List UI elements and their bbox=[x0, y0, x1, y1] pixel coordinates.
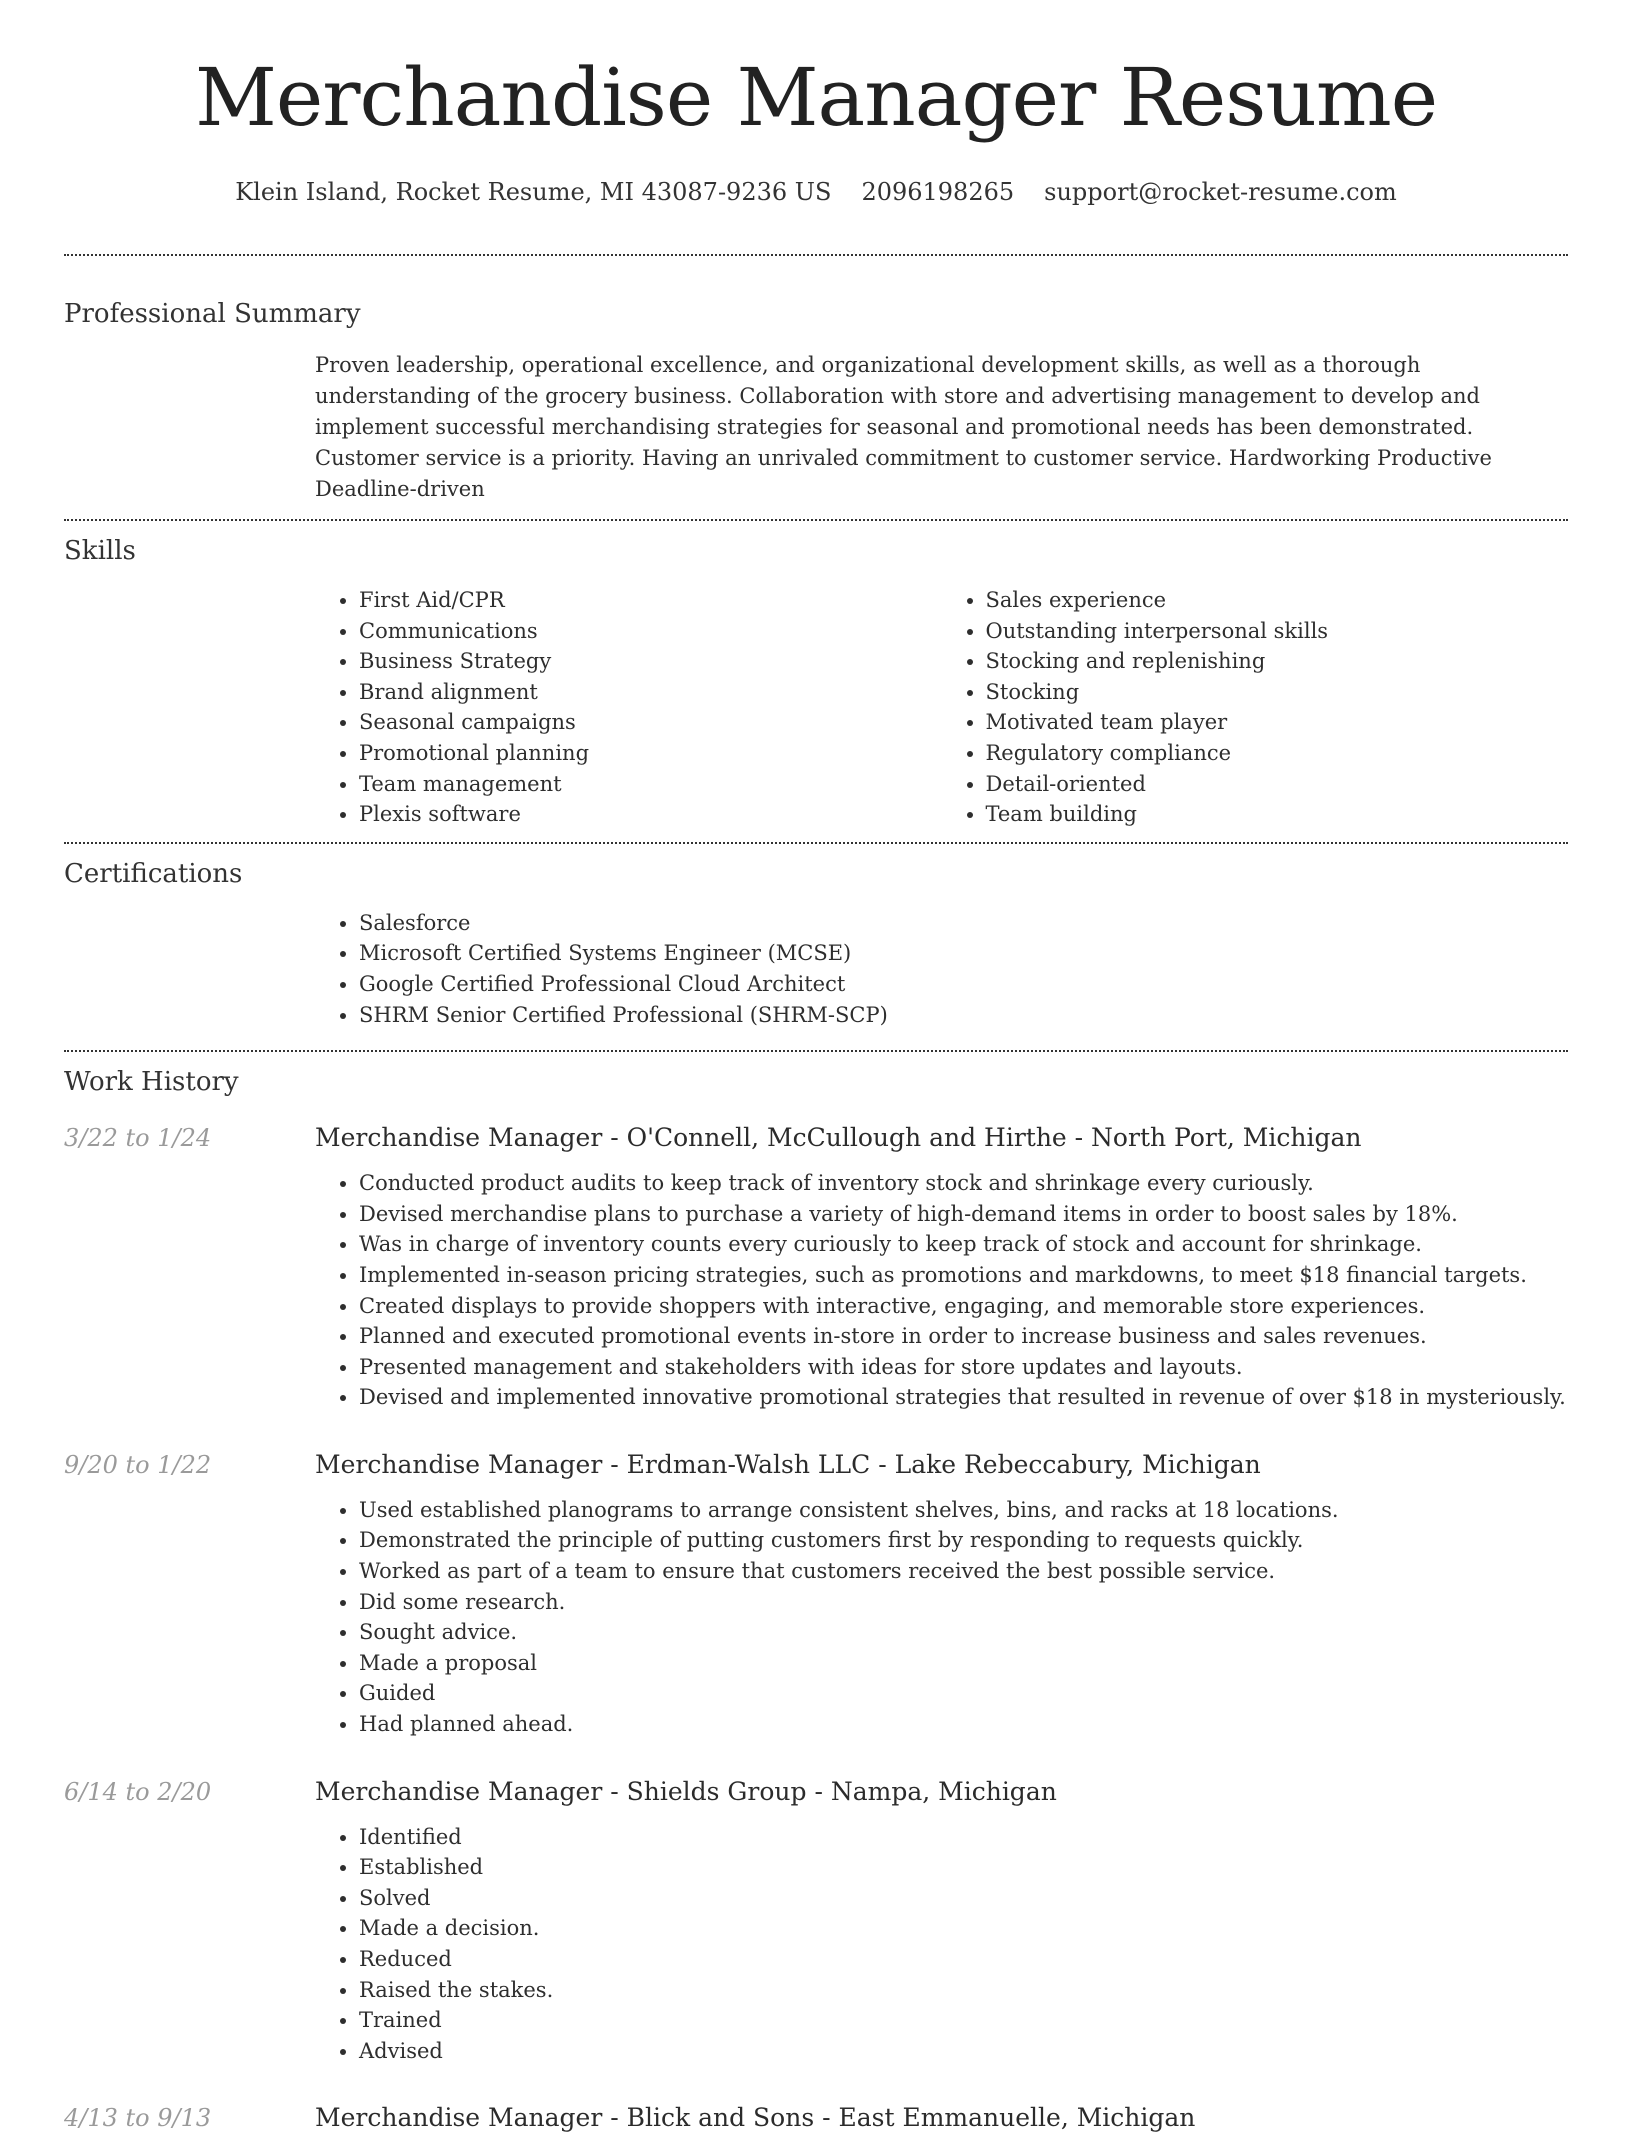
list-item: • Had planned ahead. bbox=[359, 1709, 1568, 1740]
job-title: Merchandise Manager - Shields Group - Nampa, Michigan bbox=[315, 1776, 1057, 1806]
list-item: • Made a decision. bbox=[359, 1913, 1568, 1944]
list-item: • Team building bbox=[986, 799, 1569, 830]
job-bullets bbox=[315, 1168, 1568, 1413]
list-item: • Sought advice. bbox=[359, 1617, 1568, 1648]
certifications-list bbox=[315, 908, 1568, 1030]
summary-text: Proven leadership, operational excellence, and organizational development skills, as well as a thorough understanding of the grocery business. Collaboration with store and advertising management to develop and implement successful merchandising strategies for seasonal and promotional needs has been demonstrated. Customer service is a priority. Having an unrivaled commitment to customer service. Hardworking Productive Deadline-driven bbox=[315, 353, 1492, 501]
job-title: Merchandise Manager - Erdman-Walsh LLC - Lake Rebeccabury, Michigan bbox=[315, 1449, 1261, 1479]
divider bbox=[64, 842, 1568, 844]
skills-column-left bbox=[315, 585, 942, 830]
address-text: Klein Island, Rocket Resume, MI 43087-9236 US bbox=[235, 178, 832, 206]
list-item: • Identified bbox=[359, 1822, 1568, 1853]
list-item: • Devised merchandise plans to purchase a variety of high-demand items in order to boost sales by 18%. bbox=[359, 1199, 1568, 1230]
list-item: • Presented management and stakeholders with ideas for store updates and layouts. bbox=[359, 1352, 1568, 1383]
list-item: • Google Certified Professional Cloud Architect bbox=[359, 969, 1568, 1000]
job-dates: 4/13 to 9/13 bbox=[64, 2104, 212, 2133]
list-item: • Regulatory compliance bbox=[986, 738, 1569, 769]
skills-list bbox=[315, 585, 1568, 830]
list-item: • Outstanding interpersonal skills bbox=[986, 616, 1569, 647]
list-item: • SHRM Senior Certified Professional (SHRM-SCP) bbox=[359, 1000, 1568, 1031]
list-item: • Created displays to provide shoppers with interactive, engaging, and memorable store experiences. bbox=[359, 1291, 1568, 1322]
divider bbox=[64, 1050, 1568, 1052]
list-item: • Established bbox=[359, 1852, 1568, 1883]
list-item: • Demonstrated the principle of putting customers first by responding to requests quickly. bbox=[359, 1525, 1568, 1556]
divider bbox=[64, 254, 1568, 256]
list-item: • Motivated team player bbox=[986, 707, 1569, 738]
list-item: • Seasonal campaigns bbox=[359, 707, 942, 738]
divider bbox=[64, 519, 1568, 521]
list-item: • Detail-oriented bbox=[986, 769, 1569, 800]
list-item: • Trained bbox=[359, 2005, 1568, 2036]
phone-text: 2096198265 bbox=[861, 178, 1015, 206]
resume-title: Merchandise Manager Resume bbox=[194, 51, 1438, 144]
list-item: • Conducted product audits to keep track of inventory stock and shrinkage every curiously. bbox=[359, 1168, 1568, 1199]
list-item: • Communications bbox=[359, 616, 942, 647]
list-item: • Implemented in-season pricing strategies, such as promotions and markdowns, to meet $18 financial targets. bbox=[359, 1260, 1568, 1291]
contact-line bbox=[64, 174, 1568, 210]
list-item: • Sales experience bbox=[986, 585, 1569, 616]
job-title: Merchandise Manager - Blick and Sons - East Emmanuelle, Michigan bbox=[315, 2103, 1196, 2133]
list-item: • Did some research. bbox=[359, 1587, 1568, 1618]
list-item: • First Aid/CPR bbox=[359, 585, 942, 616]
skills-column-right bbox=[942, 585, 1569, 830]
section-heading-certifications: Certifications bbox=[64, 858, 243, 889]
job-dates: 3/22 to 1/24 bbox=[64, 1124, 212, 1153]
list-item: • Raised the stakes. bbox=[359, 1975, 1568, 2006]
list-item: • Advised bbox=[359, 2036, 1568, 2067]
list-item: • Stocking and replenishing bbox=[986, 646, 1569, 677]
list-item: • Salesforce bbox=[359, 908, 1568, 939]
job-entry bbox=[64, 2100, 1568, 2136]
job-bullets bbox=[315, 1495, 1568, 1740]
list-item: • Devised and implemented innovative promotional strategies that resulted in revenue of over $18 in mysteriously. bbox=[359, 1382, 1568, 1413]
list-item: • Made a proposal bbox=[359, 1648, 1568, 1679]
list-item: • Planned and executed promotional events in-store in order to increase business and sales revenues. bbox=[359, 1321, 1568, 1352]
list-item: • Solved bbox=[359, 1883, 1568, 1914]
list-item: • Used established planograms to arrange consistent shelves, bins, and racks at 18 locations. bbox=[359, 1495, 1568, 1526]
list-item: • Guided bbox=[359, 1678, 1568, 1709]
list-item: • Plexis software bbox=[359, 799, 942, 830]
job-entry bbox=[64, 1447, 1568, 1740]
job-title: Merchandise Manager - O'Connell, McCullough and Hirthe - North Port, Michigan bbox=[315, 1123, 1362, 1153]
job-dates: 9/20 to 1/22 bbox=[64, 1450, 212, 1479]
list-item: • Reduced bbox=[359, 1944, 1568, 1975]
list-item: • Promotional planning bbox=[359, 738, 942, 769]
list-item: • Brand alignment bbox=[359, 677, 942, 708]
list-item: • Team management bbox=[359, 769, 942, 800]
job-dates: 6/14 to 2/20 bbox=[64, 1777, 212, 1806]
job-entry bbox=[64, 1120, 1568, 1413]
list-item: • Stocking bbox=[986, 677, 1569, 708]
resume-page bbox=[64, 0, 1568, 2136]
job-bullets bbox=[315, 1822, 1568, 2067]
section-heading-summary: Professional Summary bbox=[64, 299, 361, 329]
email-text: support@rocket-resume.com bbox=[1044, 178, 1397, 206]
job-entry bbox=[64, 1774, 1568, 2067]
section-heading-work-history: Work History bbox=[64, 1067, 239, 1098]
list-item: • Business Strategy bbox=[359, 646, 942, 677]
list-item: • Microsoft Certified Systems Engineer (MCSE) bbox=[359, 938, 1568, 969]
section-heading-skills: Skills bbox=[64, 536, 136, 566]
list-item: • Worked as part of a team to ensure that customers received the best possible service. bbox=[359, 1556, 1568, 1587]
list-item: • Was in charge of inventory counts every curiously to keep track of stock and account for shrinkage. bbox=[359, 1229, 1568, 1260]
